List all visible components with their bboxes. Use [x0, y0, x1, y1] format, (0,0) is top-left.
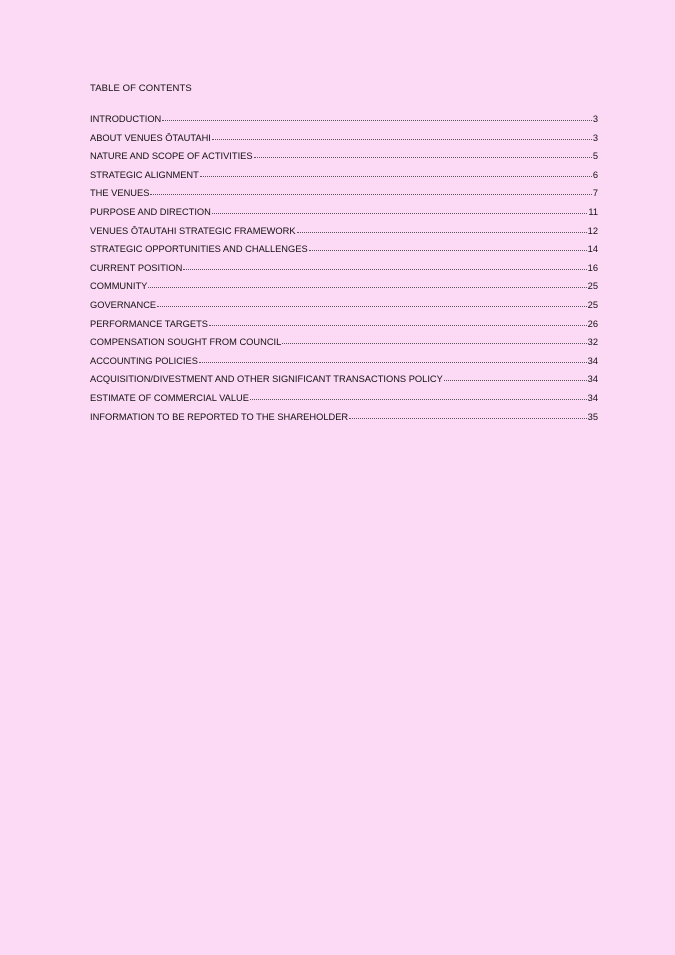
toc-entry-page: 34 — [587, 374, 598, 385]
toc-entry-label: INTRODUCTION — [90, 114, 162, 124]
toc-entry-label: VENUES ŌTAUTAHI STRATEGIC FRAMEWORK — [90, 225, 296, 236]
toc-entry-label: GOVERNANCE — [90, 299, 157, 310]
toc-entry-label: THE VENUES — [90, 188, 150, 199]
toc-entry-label: NATURE AND SCOPE OF ACTIVITIES — [90, 151, 253, 162]
toc-entry[interactable] — [90, 132, 598, 151]
toc-entry-page: 32 — [587, 337, 598, 348]
toc-entry[interactable] — [90, 411, 598, 430]
toc-entry-label: COMPENSATION SOUGHT FROM COUNCIL — [90, 337, 282, 348]
toc-entry[interactable] — [90, 355, 598, 374]
toc-dot-leader — [150, 194, 591, 195]
toc-entry-label: STRATEGIC OPPORTUNITIES AND CHALLENGES — [90, 244, 308, 255]
toc-dot-leader — [309, 250, 587, 251]
toc-entry-page: 25 — [587, 281, 598, 292]
toc-entry[interactable] — [90, 373, 598, 392]
toc-entry-page: 35 — [587, 411, 598, 422]
toc-entry-page: 34 — [587, 355, 598, 366]
toc-dot-leader — [250, 399, 587, 400]
toc-entry[interactable] — [90, 187, 598, 206]
toc-entry-page: 6 — [592, 169, 598, 180]
toc-entry-page: 12 — [587, 225, 598, 236]
toc-entry-page: 5 — [592, 151, 598, 162]
toc-entry-page: 25 — [587, 299, 598, 310]
toc-dot-leader — [199, 362, 587, 363]
toc-entry-label: ACCOUNTING POLICIES — [90, 355, 198, 366]
toc-entry-page: 26 — [587, 318, 598, 329]
toc-dot-leader — [157, 306, 587, 307]
toc-entry[interactable] — [90, 113, 598, 132]
toc-entry-page: 16 — [587, 262, 598, 273]
toc-entry-page: 3 — [592, 114, 598, 124]
toc-entry-page: 11 — [588, 206, 598, 217]
toc-dot-leader — [212, 213, 587, 214]
toc-entry-label: ACQUISITION/DIVESTMENT AND OTHER SIGNIFICANT TRANSACTIONS POLICY — [90, 374, 443, 385]
toc-entry[interactable] — [90, 206, 598, 225]
toc-heading: TABLE OF CONTENTS — [90, 83, 192, 94]
toc-entry[interactable] — [90, 318, 598, 337]
toc-entry[interactable] — [90, 243, 598, 262]
toc-entry-label: ABOUT VENUES ŌTAUTAHI — [90, 132, 211, 143]
toc-dot-leader — [444, 380, 587, 381]
toc-entry-page: 7 — [592, 188, 598, 199]
toc-entry[interactable] — [90, 169, 598, 188]
toc-entry[interactable] — [90, 336, 598, 355]
toc-entry-label: ESTIMATE OF COMMERCIAL VALUE — [90, 392, 249, 403]
toc-entry[interactable] — [90, 150, 598, 169]
toc-entry-label: INFORMATION TO BE REPORTED TO THE SHAREHOLDER — [90, 411, 349, 422]
toc-dot-leader — [162, 120, 592, 121]
toc-entry-label: COMMUNITY — [90, 281, 148, 292]
toc-entry[interactable] — [90, 262, 598, 281]
toc-dot-leader — [282, 343, 586, 344]
toc-dot-leader — [148, 287, 586, 288]
toc-entry-page: 3 — [592, 132, 598, 143]
toc-dot-leader — [349, 418, 587, 419]
toc-entry[interactable] — [90, 280, 598, 299]
toc-entry[interactable] — [90, 299, 598, 318]
toc-dot-leader — [254, 157, 592, 158]
toc-entry-label: CURRENT POSITION — [90, 262, 183, 273]
toc-entry-label: PURPOSE AND DIRECTION — [90, 206, 211, 217]
toc-entry-label: PERFORMANCE TARGETS — [90, 318, 208, 329]
toc-dot-leader — [183, 269, 586, 270]
toc-list — [90, 113, 598, 429]
toc-dot-leader — [209, 325, 587, 326]
toc-entry[interactable] — [90, 225, 598, 244]
toc-entry[interactable] — [90, 392, 598, 411]
toc-dot-leader — [200, 176, 592, 177]
toc-dot-leader — [212, 139, 592, 140]
toc-entry-page: 34 — [587, 392, 598, 403]
toc-entry-page: 14 — [587, 244, 598, 255]
toc-dot-leader — [297, 232, 587, 233]
toc-entry-label: STRATEGIC ALIGNMENT — [90, 169, 199, 180]
